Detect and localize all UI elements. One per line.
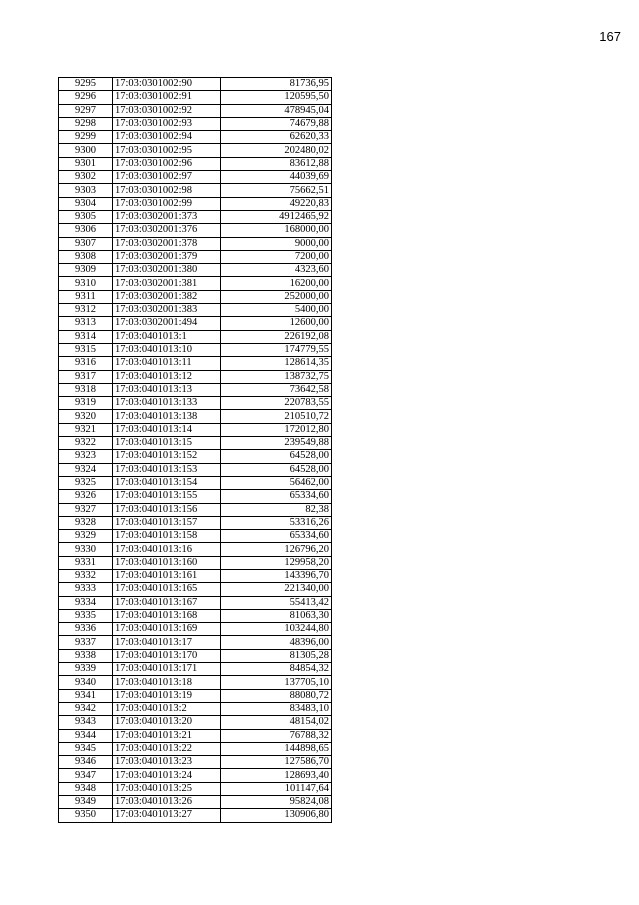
table-row (59, 250, 332, 263)
cadastral-number: 17:03:0401013:154 (113, 476, 221, 489)
table-row (59, 556, 332, 569)
table-row (59, 357, 332, 370)
table-row (59, 210, 332, 223)
cadastral-value: 129958,20 (221, 556, 332, 569)
row-number: 9346 (59, 756, 113, 769)
cadastral-number: 17:03:0302001:376 (113, 224, 221, 237)
cadastral-number: 17:03:0401013:170 (113, 649, 221, 662)
cadastral-value: 48154,02 (221, 716, 332, 729)
table-row (59, 410, 332, 423)
table-row (59, 397, 332, 410)
row-number: 9307 (59, 237, 113, 250)
row-number: 9350 (59, 809, 113, 822)
cadastral-number: 17:03:0401013:161 (113, 569, 221, 582)
cadastral-value: 64528,00 (221, 463, 332, 476)
cadastral-value: 65334,60 (221, 530, 332, 543)
row-number: 9303 (59, 184, 113, 197)
data-table (58, 77, 332, 823)
table-row (59, 450, 332, 463)
table-row (59, 463, 332, 476)
cadastral-value: 88080,72 (221, 689, 332, 702)
cadastral-number: 17:03:0301002:95 (113, 144, 221, 157)
cadastral-number: 17:03:0401013:25 (113, 782, 221, 795)
row-number: 9297 (59, 104, 113, 117)
cadastral-value: 144898,65 (221, 742, 332, 755)
row-number: 9334 (59, 596, 113, 609)
cadastral-number: 17:03:0401013:167 (113, 596, 221, 609)
cadastral-number: 17:03:0401013:1 (113, 330, 221, 343)
table-row (59, 543, 332, 556)
table-row (59, 91, 332, 104)
row-number: 9313 (59, 317, 113, 330)
cadastral-number: 17:03:0302001:381 (113, 277, 221, 290)
table-row (59, 78, 332, 91)
table-row (59, 290, 332, 303)
row-number: 9340 (59, 676, 113, 689)
cadastral-value: 220783,55 (221, 397, 332, 410)
table-row (59, 609, 332, 622)
cadastral-number: 17:03:0301002:91 (113, 91, 221, 104)
cadastral-number: 17:03:0302001:380 (113, 264, 221, 277)
table-row (59, 742, 332, 755)
table-row (59, 569, 332, 582)
cadastral-value: 138732,75 (221, 370, 332, 383)
cadastral-number: 17:03:0401013:157 (113, 516, 221, 529)
table-row (59, 144, 332, 157)
cadastral-value: 82,38 (221, 503, 332, 516)
cadastral-value: 9000,00 (221, 237, 332, 250)
cadastral-value: 81063,30 (221, 609, 332, 622)
cadastral-value: 120595,50 (221, 91, 332, 104)
cadastral-number: 17:03:0401013:27 (113, 809, 221, 822)
row-number: 9332 (59, 569, 113, 582)
cadastral-value: 202480,02 (221, 144, 332, 157)
cadastral-value: 64528,00 (221, 450, 332, 463)
table-row (59, 530, 332, 543)
cadastral-number: 17:03:0401013:165 (113, 583, 221, 596)
cadastral-number: 17:03:0401013:169 (113, 623, 221, 636)
row-number: 9328 (59, 516, 113, 529)
row-number: 9342 (59, 702, 113, 715)
row-number: 9319 (59, 397, 113, 410)
cadastral-value: 53316,26 (221, 516, 332, 529)
cadastral-value: 221340,00 (221, 583, 332, 596)
cadastral-value: 65334,60 (221, 490, 332, 503)
cadastral-value: 73642,58 (221, 383, 332, 396)
cadastral-number: 17:03:0401013:152 (113, 450, 221, 463)
row-number: 9329 (59, 530, 113, 543)
table-row (59, 809, 332, 822)
row-number: 9333 (59, 583, 113, 596)
cadastral-number: 17:03:0401013:17 (113, 636, 221, 649)
cadastral-number: 17:03:0401013:16 (113, 543, 221, 556)
cadastral-number: 17:03:0301002:92 (113, 104, 221, 117)
cadastral-value: 95824,08 (221, 796, 332, 809)
row-number: 9295 (59, 78, 113, 91)
cadastral-value: 239549,88 (221, 437, 332, 450)
row-number: 9314 (59, 330, 113, 343)
row-number: 9308 (59, 250, 113, 263)
row-number: 9343 (59, 716, 113, 729)
table-row (59, 663, 332, 676)
table-row (59, 330, 332, 343)
cadastral-number: 17:03:0401013:171 (113, 663, 221, 676)
row-number: 9345 (59, 742, 113, 755)
cadastral-value: 128693,40 (221, 769, 332, 782)
cadastral-number: 17:03:0302001:378 (113, 237, 221, 250)
row-number: 9338 (59, 649, 113, 662)
row-number: 9300 (59, 144, 113, 157)
table-row (59, 157, 332, 170)
row-number: 9344 (59, 729, 113, 742)
cadastral-number: 17:03:0401013:168 (113, 609, 221, 622)
table-row (59, 623, 332, 636)
cadastral-value: 126796,20 (221, 543, 332, 556)
table-row (59, 131, 332, 144)
cadastral-value: 143396,70 (221, 569, 332, 582)
row-number: 9331 (59, 556, 113, 569)
table-row (59, 343, 332, 356)
cadastral-value: 168000,00 (221, 224, 332, 237)
row-number: 9347 (59, 769, 113, 782)
cadastral-value: 55413,42 (221, 596, 332, 609)
cadastral-number: 17:03:0301002:94 (113, 131, 221, 144)
cadastral-value: 4912465,92 (221, 210, 332, 223)
table-row (59, 782, 332, 795)
table-row (59, 503, 332, 516)
table-row (59, 689, 332, 702)
cadastral-number: 17:03:0401013:155 (113, 490, 221, 503)
cadastral-value: 74679,88 (221, 117, 332, 130)
table-row (59, 304, 332, 317)
row-number: 9316 (59, 357, 113, 370)
table-row (59, 224, 332, 237)
cadastral-number: 17:03:0302001:494 (113, 317, 221, 330)
row-number: 9315 (59, 343, 113, 356)
page-number: 167 (599, 29, 621, 44)
row-number: 9335 (59, 609, 113, 622)
cadastral-number: 17:03:0401013:26 (113, 796, 221, 809)
cadastral-value: 56462,00 (221, 476, 332, 489)
cadastral-number: 17:03:0401013:13 (113, 383, 221, 396)
cadastral-number: 17:03:0401013:14 (113, 423, 221, 436)
table-row (59, 649, 332, 662)
row-number: 9299 (59, 131, 113, 144)
cadastral-value: 84854,32 (221, 663, 332, 676)
cadastral-number: 17:03:0301002:96 (113, 157, 221, 170)
row-number: 9327 (59, 503, 113, 516)
row-number: 9312 (59, 304, 113, 317)
table-row (59, 769, 332, 782)
cadastral-number: 17:03:0401013:21 (113, 729, 221, 742)
cadastral-number: 17:03:0302001:379 (113, 250, 221, 263)
row-number: 9324 (59, 463, 113, 476)
table-row (59, 277, 332, 290)
cadastral-number: 17:03:0401013:19 (113, 689, 221, 702)
table-row (59, 796, 332, 809)
row-number: 9309 (59, 264, 113, 277)
table-row (59, 676, 332, 689)
row-number: 9348 (59, 782, 113, 795)
cadastral-number: 17:03:0401013:2 (113, 702, 221, 715)
cadastral-value: 174779,55 (221, 343, 332, 356)
cadastral-number: 17:03:0301002:93 (113, 117, 221, 130)
cadastral-value: 210510,72 (221, 410, 332, 423)
cadastral-value: 130906,80 (221, 809, 332, 822)
cadastral-number: 17:03:0401013:156 (113, 503, 221, 516)
table-row (59, 437, 332, 450)
table-row (59, 237, 332, 250)
row-number: 9306 (59, 224, 113, 237)
cadastral-value: 252000,00 (221, 290, 332, 303)
row-number: 9317 (59, 370, 113, 383)
cadastral-number: 17:03:0401013:22 (113, 742, 221, 755)
cadastral-number: 17:03:0302001:373 (113, 210, 221, 223)
cadastral-value: 128614,35 (221, 357, 332, 370)
cadastral-value: 81736,95 (221, 78, 332, 91)
row-number: 9301 (59, 157, 113, 170)
table-row (59, 104, 332, 117)
table-row (59, 383, 332, 396)
row-number: 9322 (59, 437, 113, 450)
cadastral-value: 101147,64 (221, 782, 332, 795)
row-number: 9302 (59, 171, 113, 184)
cadastral-value: 75662,51 (221, 184, 332, 197)
cadastral-number: 17:03:0401013:15 (113, 437, 221, 450)
cadastral-value: 226192,08 (221, 330, 332, 343)
row-number: 9305 (59, 210, 113, 223)
table-row (59, 636, 332, 649)
row-number: 9330 (59, 543, 113, 556)
cadastral-value: 83483,10 (221, 702, 332, 715)
cadastral-value: 16200,00 (221, 277, 332, 290)
table-row (59, 476, 332, 489)
cadastral-number: 17:03:0401013:11 (113, 357, 221, 370)
table-row (59, 171, 332, 184)
row-number: 9310 (59, 277, 113, 290)
cadastral-value: 76788,32 (221, 729, 332, 742)
row-number: 9336 (59, 623, 113, 636)
cadastral-value: 81305,28 (221, 649, 332, 662)
row-number: 9323 (59, 450, 113, 463)
table-row (59, 264, 332, 277)
table-row (59, 117, 332, 130)
table-body (59, 78, 332, 823)
cadastral-value: 127586,70 (221, 756, 332, 769)
cadastral-value: 478945,04 (221, 104, 332, 117)
cadastral-value: 172012,80 (221, 423, 332, 436)
cadastral-value: 12600,00 (221, 317, 332, 330)
table-row (59, 490, 332, 503)
cadastral-value: 83612,88 (221, 157, 332, 170)
cadastral-number: 17:03:0401013:138 (113, 410, 221, 423)
row-number: 9341 (59, 689, 113, 702)
table-row (59, 729, 332, 742)
cadastral-number: 17:03:0401013:158 (113, 530, 221, 543)
cadastral-number: 17:03:0401013:23 (113, 756, 221, 769)
row-number: 9337 (59, 636, 113, 649)
row-number: 9298 (59, 117, 113, 130)
cadastral-value: 5400,00 (221, 304, 332, 317)
cadastral-number: 17:03:0401013:24 (113, 769, 221, 782)
table-row (59, 716, 332, 729)
table-row (59, 197, 332, 210)
cadastral-number: 17:03:0301002:97 (113, 171, 221, 184)
cadastral-value: 44039,69 (221, 171, 332, 184)
row-number: 9349 (59, 796, 113, 809)
row-number: 9320 (59, 410, 113, 423)
cadastral-value: 4323,60 (221, 264, 332, 277)
table-row (59, 370, 332, 383)
cadastral-number: 17:03:0401013:153 (113, 463, 221, 476)
table-row (59, 583, 332, 596)
row-number: 9339 (59, 663, 113, 676)
row-number: 9304 (59, 197, 113, 210)
cadastral-number: 17:03:0301002:99 (113, 197, 221, 210)
cadastral-value: 49220,83 (221, 197, 332, 210)
cadastral-value: 137705,10 (221, 676, 332, 689)
row-number: 9311 (59, 290, 113, 303)
table-row (59, 596, 332, 609)
cadastral-value: 62620,33 (221, 131, 332, 144)
cadastral-number: 17:03:0401013:160 (113, 556, 221, 569)
cadastral-number: 17:03:0401013:133 (113, 397, 221, 410)
table-row (59, 702, 332, 715)
row-number: 9326 (59, 490, 113, 503)
cadastral-number: 17:03:0302001:383 (113, 304, 221, 317)
cadastral-number: 17:03:0401013:12 (113, 370, 221, 383)
row-number: 9321 (59, 423, 113, 436)
row-number: 9296 (59, 91, 113, 104)
cadastral-number: 17:03:0401013:18 (113, 676, 221, 689)
cadastral-number: 17:03:0401013:10 (113, 343, 221, 356)
cadastral-value: 48396,00 (221, 636, 332, 649)
cadastral-value: 103244,80 (221, 623, 332, 636)
row-number: 9325 (59, 476, 113, 489)
table-row (59, 516, 332, 529)
cadastral-value: 7200,00 (221, 250, 332, 263)
cadastral-number: 17:03:0301002:98 (113, 184, 221, 197)
cadastral-number: 17:03:0301002:90 (113, 78, 221, 91)
cadastral-number: 17:03:0302001:382 (113, 290, 221, 303)
table-row (59, 317, 332, 330)
row-number: 9318 (59, 383, 113, 396)
cadastral-number: 17:03:0401013:20 (113, 716, 221, 729)
table-row (59, 756, 332, 769)
table-row (59, 184, 332, 197)
table-row (59, 423, 332, 436)
